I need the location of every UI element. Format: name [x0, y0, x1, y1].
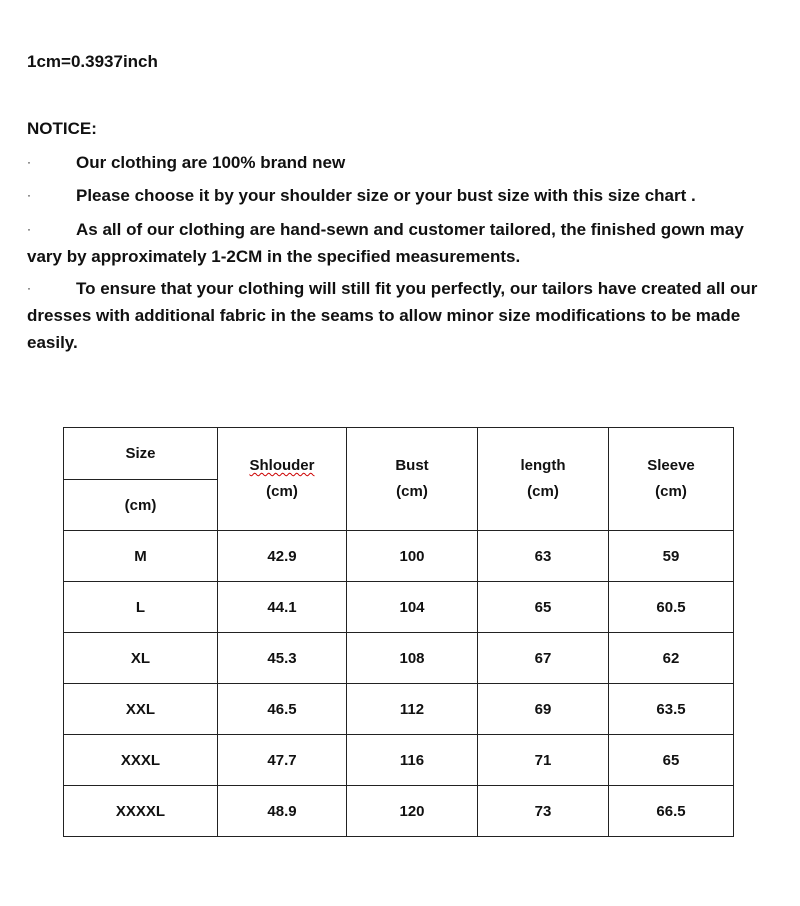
notice-item-text: Our clothing are 100% brand new [76, 153, 346, 172]
bust-cell: 104 [347, 582, 478, 633]
sleeve-cell: 65 [609, 735, 734, 786]
bust-cell: 116 [347, 735, 478, 786]
length-cell: 65 [478, 582, 609, 633]
header-sleeve-unit: (cm) [655, 483, 687, 500]
header-size-label: Size [125, 445, 156, 462]
header-shoulder [218, 428, 347, 531]
sleeve-cell: 66.5 [609, 786, 734, 837]
notice-item-text: As all of our clothing are hand-sewn and customer tailored, the finished gown may vary by approximately 1-2CM in the specified measurements. [27, 220, 744, 266]
header-size [64, 428, 218, 480]
bust-cell: 100 [347, 531, 478, 582]
table-row [64, 786, 734, 837]
header-bust [347, 428, 478, 531]
size-cell: L [64, 582, 218, 633]
length-cell: 67 [478, 633, 609, 684]
sleeve-cell: 60.5 [609, 582, 734, 633]
shoulder-cell: 44.1 [218, 582, 347, 633]
length-cell: 73 [478, 786, 609, 837]
header-length [478, 428, 609, 531]
length-cell: 69 [478, 684, 609, 735]
bullet-icon: · [27, 155, 31, 169]
notice-item [27, 216, 772, 270]
shoulder-cell: 42.9 [218, 531, 347, 582]
unit-conversion-note: 1cm=0.3937inch [27, 52, 158, 71]
header-length-label: length [520, 457, 566, 474]
shoulder-cell: 48.9 [218, 786, 347, 837]
notice-item [27, 149, 772, 176]
size-cell: M [64, 531, 218, 582]
bust-cell: 108 [347, 633, 478, 684]
shoulder-cell: 45.3 [218, 633, 347, 684]
header-sleeve-label: Sleeve [647, 457, 695, 474]
table-row [64, 735, 734, 786]
bust-cell: 112 [347, 684, 478, 735]
shoulder-cell: 47.7 [218, 735, 347, 786]
length-cell: 71 [478, 735, 609, 786]
length-cell: 63 [478, 531, 609, 582]
sleeve-cell: 62 [609, 633, 734, 684]
header-size-unit-label: (cm) [124, 496, 157, 514]
table-row [64, 531, 734, 582]
table-row [64, 582, 734, 633]
header-shoulder-unit: (cm) [266, 483, 298, 500]
notice-item-text: Please choose it by your shoulder size or your bust size with this size chart . [76, 186, 696, 205]
bullet-icon: · [27, 222, 31, 236]
sleeve-cell: 63.5 [609, 684, 734, 735]
bust-cell: 120 [347, 786, 478, 837]
notice-item [27, 182, 772, 209]
bullet-icon: · [27, 188, 31, 202]
size-cell: XXL [64, 684, 218, 735]
table-header-row [64, 428, 734, 480]
notice-heading: NOTICE: [27, 119, 97, 138]
notice-item [27, 275, 772, 356]
shoulder-cell: 46.5 [218, 684, 347, 735]
header-shoulder-label: Shlouder [249, 457, 315, 474]
header-size-unit [64, 480, 218, 531]
size-cell: XXXL [64, 735, 218, 786]
bullet-icon: · [27, 281, 31, 295]
size-chart-table [63, 427, 734, 837]
header-length-unit: (cm) [527, 483, 559, 500]
header-bust-label: Bust [395, 457, 429, 474]
size-cell: XXXXL [64, 786, 218, 837]
header-bust-unit: (cm) [396, 483, 428, 500]
header-sleeve [609, 428, 734, 531]
table-row [64, 684, 734, 735]
sleeve-cell: 59 [609, 531, 734, 582]
table-row [64, 633, 734, 684]
notice-item-text: To ensure that your clothing will still fit you perfectly, our tailors have created all our dresses with additional fabric in the seams to allow minor size modifications to be made easily. [27, 279, 758, 352]
size-cell: XL [64, 633, 218, 684]
